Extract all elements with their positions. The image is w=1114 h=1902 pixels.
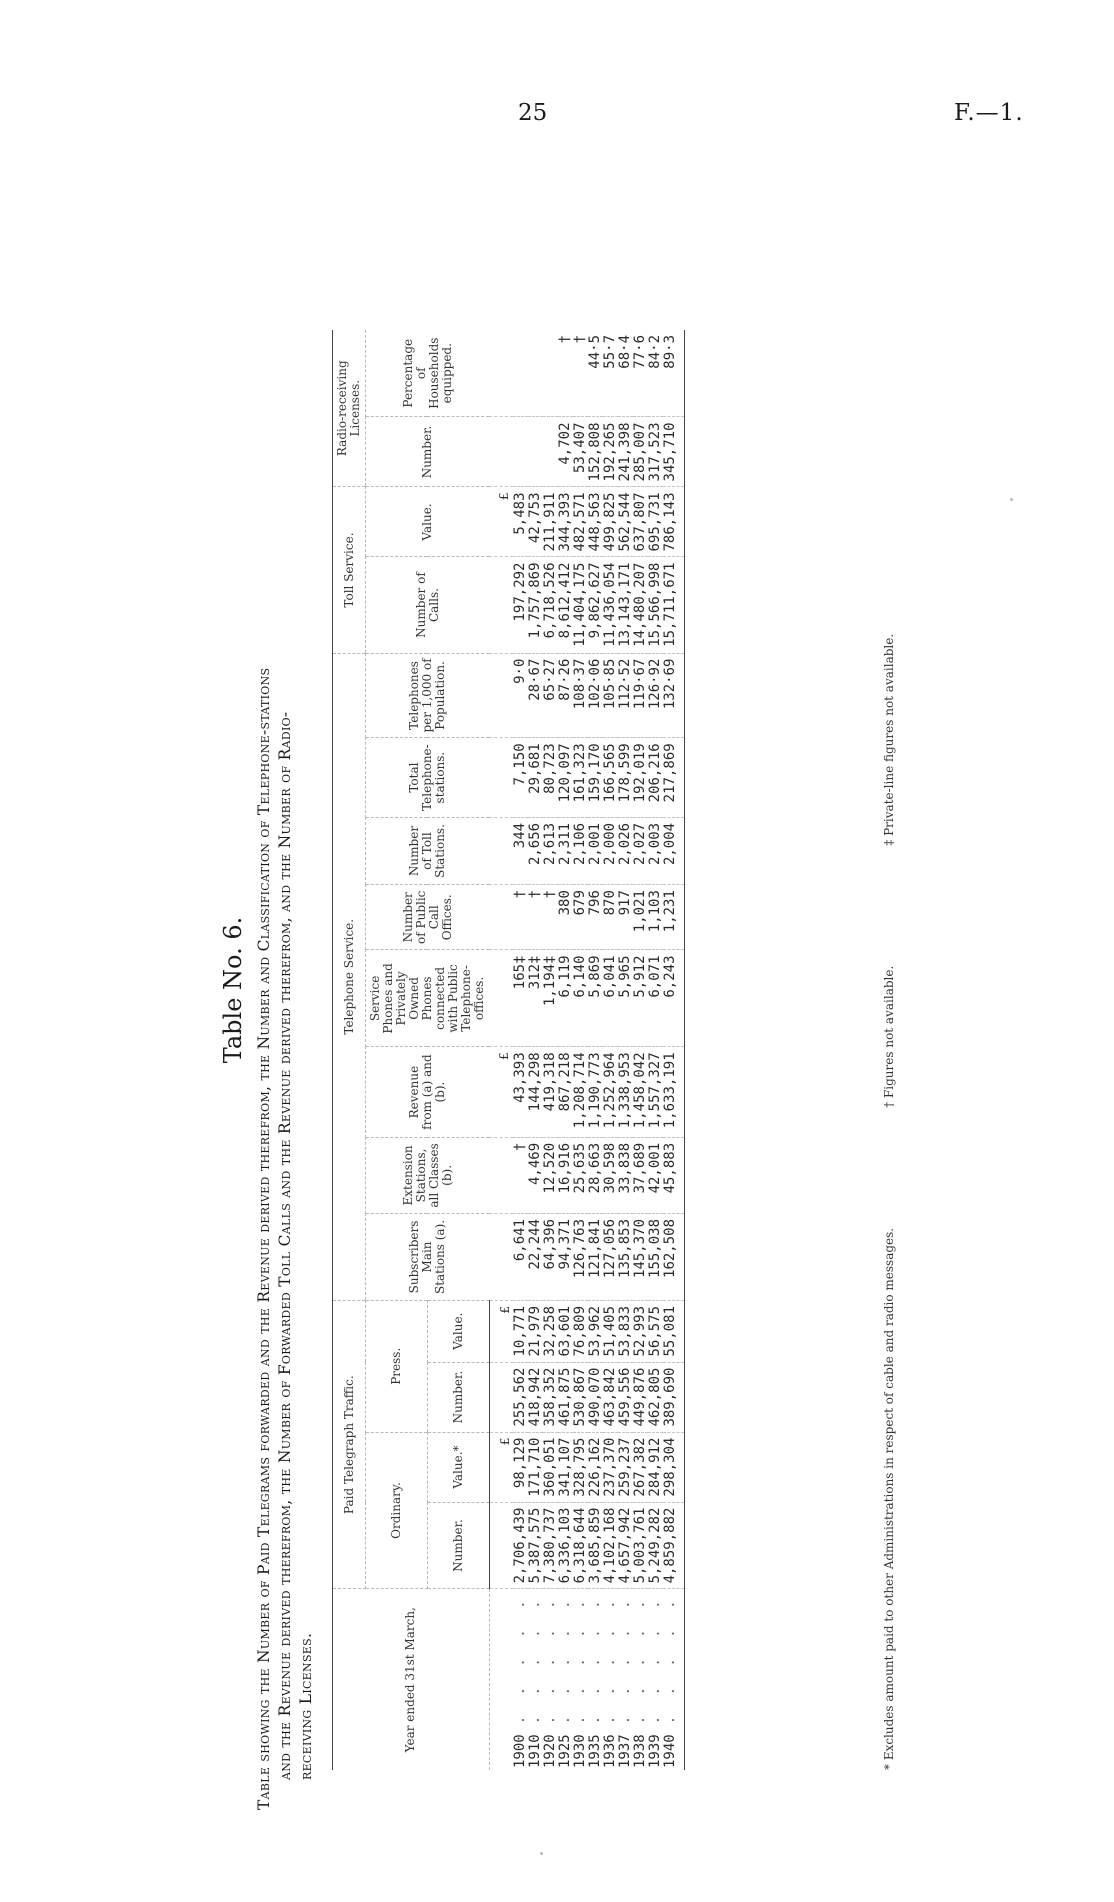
cell-toll-val: 5,483 — [513, 487, 528, 557]
cell-radio-num: 241,398 — [618, 417, 633, 487]
cell-radio-pct: † — [558, 330, 573, 417]
header-extension: Extension Stations, all Classes (b). — [366, 1137, 490, 1213]
cell-ord-val: 237,370 — [603, 1432, 618, 1502]
cell-ord-val: 341,107 — [558, 1432, 573, 1502]
currency-row — [489, 330, 513, 1770]
cell-toll-val: 695,731 — [648, 487, 663, 557]
cell-radio-num: 345,710 — [663, 417, 685, 487]
title-line-3: receiving Licenses. — [297, 1632, 315, 1780]
cell-ord-num: 4,102,168 — [603, 1502, 618, 1589]
currency-symbol: £ — [489, 1300, 513, 1362]
header-toll-service: Toll Service. — [333, 487, 366, 653]
leader-dots: . . . . . — [556, 1594, 573, 1725]
year-label: 1936 — [601, 1734, 618, 1768]
cell-subs: 6,641 — [513, 1213, 528, 1300]
cell-call: 1,231 — [663, 885, 685, 950]
cell-toll-st: 2,027 — [633, 817, 648, 884]
cell-calls: 14,480,207 — [633, 557, 648, 653]
row-year — [528, 1589, 543, 1770]
header-year: Year ended 31st March, — [333, 1589, 490, 1770]
cell-ord-val: 284,912 — [648, 1432, 663, 1502]
cell-total: 120,097 — [558, 738, 573, 818]
cell-toll-val: 786,143 — [663, 487, 685, 557]
cell-toll-val: 499,825 — [603, 487, 618, 557]
row-year — [573, 1589, 588, 1770]
page-number: 25 — [518, 100, 548, 126]
cell-call: 1,103 — [648, 885, 663, 950]
cell-ext: 30,598 — [603, 1137, 618, 1213]
title-line-2: and the Revenue derived therefrom, the Number of Forwarded Toll Calls and the Revenue derived therefrom, and the Number of Radio- — [276, 711, 294, 1780]
currency-symbol: £ — [489, 487, 513, 557]
table-row — [513, 330, 528, 1770]
cell-subs: 155,038 — [648, 1213, 663, 1300]
cell-rev: 1,338,953 — [618, 1047, 633, 1138]
cell-per1000: 102·06 — [588, 653, 603, 738]
table-row — [558, 330, 573, 1770]
cell-radio-pct: 89·3 — [663, 330, 685, 417]
row-year — [588, 1589, 603, 1770]
year-label: 1930 — [571, 1734, 588, 1768]
cell-ord-val: 267,382 — [633, 1432, 648, 1502]
cell-radio-pct: 44·5 — [588, 330, 603, 417]
cell-press-num: 463,842 — [603, 1362, 618, 1432]
cell-total: 29,681 — [528, 738, 543, 818]
cell-ext: † — [513, 1137, 528, 1213]
table-row — [663, 330, 685, 1770]
year-label: 1920 — [541, 1734, 558, 1768]
header-radio-number: Number. — [366, 417, 490, 487]
cell-radio-num — [528, 417, 543, 487]
header-service-phones: Service Phones and Privately Owned Phones connected with Public Telephone-offices. — [366, 950, 490, 1047]
cell-subs: 121,841 — [588, 1213, 603, 1300]
row-year — [618, 1589, 633, 1770]
table-row — [528, 330, 543, 1770]
cell-toll-val: 42,753 — [528, 487, 543, 557]
cell-per1000: 126·92 — [648, 653, 663, 738]
cell-calls: 9,862,627 — [588, 557, 603, 653]
cell-calls: 11,404,175 — [573, 557, 588, 653]
cell-subs: 127,056 — [603, 1213, 618, 1300]
cell-ord-val: 298,304 — [663, 1432, 685, 1502]
cell-calls: 1,757,869 — [528, 557, 543, 653]
cell-subs: 135,853 — [618, 1213, 633, 1300]
footnotes — [882, 330, 896, 1770]
cell-per1000: 87·26 — [558, 653, 573, 738]
header-total-stations: Total Telephone-stations. — [366, 738, 490, 818]
cell-press-val: 52,993 — [633, 1300, 648, 1362]
cell-per1000: 108·37 — [573, 653, 588, 738]
cell-total: 206,216 — [648, 738, 663, 818]
table-row — [633, 330, 648, 1770]
year-label: 1940 — [661, 1734, 678, 1768]
cell-press-val: 10,771 — [513, 1300, 528, 1362]
cell-ext: 33,838 — [618, 1137, 633, 1213]
cell-press-num: 418,942 — [528, 1362, 543, 1432]
cell-total: 159,170 — [588, 738, 603, 818]
cell-radio-num: 192,265 — [603, 417, 618, 487]
cell-call: 870 — [603, 885, 618, 950]
cell-press-num: 449,876 — [633, 1362, 648, 1432]
cell-calls: 15,711,671 — [663, 557, 685, 653]
year-label: 1939 — [646, 1734, 663, 1768]
cell-ord-num: 4,657,942 — [618, 1502, 633, 1589]
leader-dots: . . . . . — [526, 1594, 543, 1725]
cell-service: 6,041 — [603, 950, 618, 1047]
cell-press-num: 358,352 — [543, 1362, 558, 1432]
speck — [1010, 498, 1013, 501]
cell-rev: 144,298 — [528, 1047, 543, 1138]
currency-symbol: £ — [489, 1432, 513, 1502]
cell-press-num: 490,070 — [588, 1362, 603, 1432]
cell-toll-st: 2,106 — [573, 817, 588, 884]
cell-subs: 22,244 — [528, 1213, 543, 1300]
cell-radio-num: 152,808 — [588, 417, 603, 487]
table-row — [573, 330, 588, 1770]
cell-radio-num — [543, 417, 558, 487]
header-per-1000: Telephones per 1,000 of Population. — [366, 653, 490, 738]
cell-call: 380 — [558, 885, 573, 950]
row-year — [558, 1589, 573, 1770]
cell-service: 6,119 — [558, 950, 573, 1047]
cell-radio-pct: 55·7 — [603, 330, 618, 417]
cell-toll-st: 2,026 — [618, 817, 633, 884]
cell-service: 6,140 — [573, 950, 588, 1047]
cell-ord-num: 5,003,761 — [633, 1502, 648, 1589]
cell-per1000: 132·69 — [663, 653, 685, 738]
cell-rev: 1,190,773 — [588, 1047, 603, 1138]
cell-radio-pct — [513, 330, 528, 417]
header-toll-stations: Number of Toll Stations. — [366, 817, 490, 884]
cell-radio-num: 4,702 — [558, 417, 573, 487]
cell-subs: 145,370 — [633, 1213, 648, 1300]
cell-toll-st: 2,656 — [528, 817, 543, 884]
leader-dots: . . . . . — [571, 1594, 588, 1725]
header-public-call: Number of Public Call Offices. — [366, 885, 490, 950]
year-label: 1925 — [556, 1734, 573, 1768]
leader-dots: . . . . . — [616, 1594, 633, 1725]
cell-toll-st: 2,003 — [648, 817, 663, 884]
cell-ord-num: 7,380,737 — [543, 1502, 558, 1589]
cell-total: 217,869 — [663, 738, 685, 818]
cell-rev: 43,393 — [513, 1047, 528, 1138]
cell-call: 796 — [588, 885, 603, 950]
cell-ext: 28,663 — [588, 1137, 603, 1213]
cell-press-num: 389,690 — [663, 1362, 685, 1432]
rotated-table-page — [220, 170, 1040, 1810]
cell-total: 166,565 — [603, 738, 618, 818]
cell-toll-st: 2,004 — [663, 817, 685, 884]
cell-service: 5,965 — [618, 950, 633, 1047]
cell-rev: 1,557,327 — [648, 1047, 663, 1138]
cell-subs: 64,396 — [543, 1213, 558, 1300]
cell-call: 917 — [618, 885, 633, 950]
cell-toll-val: 482,571 — [573, 487, 588, 557]
cell-toll-st: 2,001 — [588, 817, 603, 884]
cell-ord-num: 5,249,282 — [648, 1502, 663, 1589]
leader-dots: . . . . . — [646, 1594, 663, 1725]
cell-ord-num: 3,685,859 — [588, 1502, 603, 1589]
header-revenue: Revenue from (a) and (b). — [366, 1047, 490, 1138]
cell-per1000: 65·27 — [543, 653, 558, 738]
header-ordinary: Ordinary. — [366, 1432, 428, 1589]
cell-rev: 419,318 — [543, 1047, 558, 1138]
cell-calls: 6,718,526 — [543, 557, 558, 653]
cell-press-val: 21,979 — [528, 1300, 543, 1362]
cell-calls: 8,612,412 — [558, 557, 573, 653]
cell-ord-val: 328,795 — [573, 1432, 588, 1502]
row-year — [663, 1589, 685, 1770]
year-label: 1937 — [616, 1734, 633, 1768]
cell-calls: 13,143,171 — [618, 557, 633, 653]
cell-ext: 25,635 — [573, 1137, 588, 1213]
cell-subs: 126,763 — [573, 1213, 588, 1300]
row-year — [513, 1589, 528, 1770]
cell-total: 192,019 — [633, 738, 648, 818]
header-ordinary-number: Number. — [427, 1502, 489, 1589]
table-row — [543, 330, 558, 1770]
cell-press-num: 530,867 — [573, 1362, 588, 1432]
cell-radio-pct: 68·4 — [618, 330, 633, 417]
cell-ext: 42,001 — [648, 1137, 663, 1213]
cell-ord-num: 5,387,575 — [528, 1502, 543, 1589]
cell-service: 312‡ — [528, 950, 543, 1047]
cell-call: † — [513, 885, 528, 950]
cell-radio-num — [513, 417, 528, 487]
cell-per1000: 119·67 — [633, 653, 648, 738]
title-line-1: Table showing the Number of Paid Telegrams forwarded and the Revenue derived therefrom, the Number and Classification of Telephone-stations — [255, 667, 273, 1810]
header-ordinary-value: Value.* — [427, 1432, 489, 1502]
cell-radio-pct — [528, 330, 543, 417]
header-toll-calls: Number of Calls. — [366, 557, 490, 653]
cell-toll-st: 2,311 — [558, 817, 573, 884]
cell-ord-num: 6,336,103 — [558, 1502, 573, 1589]
cell-press-num: 461,875 — [558, 1362, 573, 1432]
cell-ext: 45,883 — [663, 1137, 685, 1213]
cell-ord-val: 98,129 — [513, 1432, 528, 1502]
cell-toll-val: 211,911 — [543, 487, 558, 557]
cell-ord-val: 259,237 — [618, 1432, 633, 1502]
cell-call: † — [543, 885, 558, 950]
cell-press-val: 32,258 — [543, 1300, 558, 1362]
cell-ord-num: 6,318,644 — [573, 1502, 588, 1589]
table-body — [489, 330, 684, 1770]
cell-radio-pct: 77·6 — [633, 330, 648, 417]
cell-press-val: 55,081 — [663, 1300, 685, 1362]
row-year — [603, 1589, 618, 1770]
cell-press-val: 76,809 — [573, 1300, 588, 1362]
cell-service: 6,071 — [648, 950, 663, 1047]
leader-dots: . . . . . — [661, 1594, 678, 1725]
cell-per1000: 28·67 — [528, 653, 543, 738]
cell-per1000: 9·0 — [513, 653, 528, 738]
table-row — [648, 330, 663, 1770]
leader-dots: . . . . . — [601, 1594, 618, 1725]
table-row — [603, 330, 618, 1770]
header-radio: Radio-receiving Licenses. — [333, 330, 366, 487]
cell-calls: 11,436,054 — [603, 557, 618, 653]
cell-ord-val: 171,710 — [528, 1432, 543, 1502]
cell-service: 165‡ — [513, 950, 528, 1047]
cell-total: 80,723 — [543, 738, 558, 818]
cell-ord-num: 2,706,439 — [513, 1502, 528, 1589]
cell-ext: 16,916 — [558, 1137, 573, 1213]
cell-ext: 37,689 — [633, 1137, 648, 1213]
cell-call: † — [528, 885, 543, 950]
header-subscribers: Subscribers Main Stations (a). — [366, 1213, 490, 1300]
header-press-number: Number. — [427, 1362, 489, 1432]
cell-service: 1,194‡ — [543, 950, 558, 1047]
header-press-value: Value. — [427, 1300, 489, 1362]
header-toll-value: Value. — [366, 487, 490, 557]
cell-press-val: 53,962 — [588, 1300, 603, 1362]
cell-service: 5,912 — [633, 950, 648, 1047]
leader-dots: . . . . . — [631, 1594, 648, 1725]
header-paid-telegraph: Paid Telegraph Traffic. — [333, 1300, 366, 1588]
cell-subs: 94,371 — [558, 1213, 573, 1300]
cell-ord-num: 4,859,882 — [663, 1502, 685, 1589]
cell-toll-st: 2,613 — [543, 817, 558, 884]
cell-rev: 1,458,042 — [633, 1047, 648, 1138]
cell-press-val: 51,405 — [603, 1300, 618, 1362]
header-telephone-service: Telephone Service. — [333, 653, 366, 1300]
cell-ext: 12,520 — [543, 1137, 558, 1213]
cell-calls: 15,566,998 — [648, 557, 663, 653]
cell-rev: 1,252,964 — [603, 1047, 618, 1138]
cell-toll-val: 448,563 — [588, 487, 603, 557]
speck — [540, 1852, 543, 1855]
year-label: 1900 — [511, 1734, 528, 1768]
year-label: 1938 — [631, 1734, 648, 1768]
statistics-table — [332, 330, 685, 1770]
table-title — [254, 170, 317, 1810]
cell-press-val: 63,601 — [558, 1300, 573, 1362]
cell-total: 161,323 — [573, 738, 588, 818]
cell-per1000: 105·85 — [603, 653, 618, 738]
cell-calls: 197,292 — [513, 557, 528, 653]
footnote-star: * Excludes amount paid to other Administrations in respect of cable and radio messages. — [882, 1227, 896, 1770]
cell-radio-num: 53,407 — [573, 417, 588, 487]
cell-press-num: 462,805 — [648, 1362, 663, 1432]
leader-dots: . . . . . — [541, 1594, 558, 1725]
leader-dots: . . . . . — [511, 1594, 528, 1725]
row-year — [633, 1589, 648, 1770]
cell-radio-num: 317,523 — [648, 417, 663, 487]
cell-toll-st: 2,000 — [603, 817, 618, 884]
cell-press-val: 56,575 — [648, 1300, 663, 1362]
row-year — [648, 1589, 663, 1770]
leader-dots: . . . . . — [586, 1594, 603, 1725]
cell-call: 1,021 — [633, 885, 648, 950]
cell-ext: 4,469 — [528, 1137, 543, 1213]
cell-toll-val: 562,544 — [618, 487, 633, 557]
table-row — [588, 330, 603, 1770]
cell-press-num: 459,556 — [618, 1362, 633, 1432]
cell-total: 178,599 — [618, 738, 633, 818]
footnote-dagger: † Figures not available. — [882, 965, 896, 1108]
cell-radio-pct — [543, 330, 558, 417]
cell-rev: 867,218 — [558, 1047, 573, 1138]
header-radio-percentage: Percentage of Households equipped. — [366, 330, 490, 417]
document-reference: F.—1. — [954, 100, 1024, 126]
cell-call: 679 — [573, 885, 588, 950]
cell-press-val: 53,833 — [618, 1300, 633, 1362]
currency-symbol: £ — [489, 1047, 513, 1138]
table-row — [618, 330, 633, 1770]
header-press: Press. — [366, 1300, 428, 1432]
cell-toll-val: 637,807 — [633, 487, 648, 557]
year-label: 1910 — [526, 1734, 543, 1768]
cell-rev: 1,208,714 — [573, 1047, 588, 1138]
cell-service: 6,243 — [663, 950, 685, 1047]
cell-press-num: 255,562 — [513, 1362, 528, 1432]
table-number: Table No. 6. — [219, 916, 247, 1064]
year-label: 1935 — [586, 1734, 603, 1768]
cell-ord-val: 360,051 — [543, 1432, 558, 1502]
cell-toll-st: 344 — [513, 817, 528, 884]
footnote-double-dagger: ‡ Private-line figures not available. — [882, 633, 896, 846]
cell-total: 7,150 — [513, 738, 528, 818]
cell-ord-val: 226,162 — [588, 1432, 603, 1502]
cell-per1000: 112·52 — [618, 653, 633, 738]
cell-toll-val: 344,393 — [558, 487, 573, 557]
cell-service: 5,869 — [588, 950, 603, 1047]
cell-rev: 1,633,191 — [663, 1047, 685, 1138]
cell-radio-num: 285,007 — [633, 417, 648, 487]
cell-subs: 162,508 — [663, 1213, 685, 1300]
cell-radio-pct: 84·2 — [648, 330, 663, 417]
cell-radio-pct: † — [573, 330, 588, 417]
row-year — [543, 1589, 558, 1770]
